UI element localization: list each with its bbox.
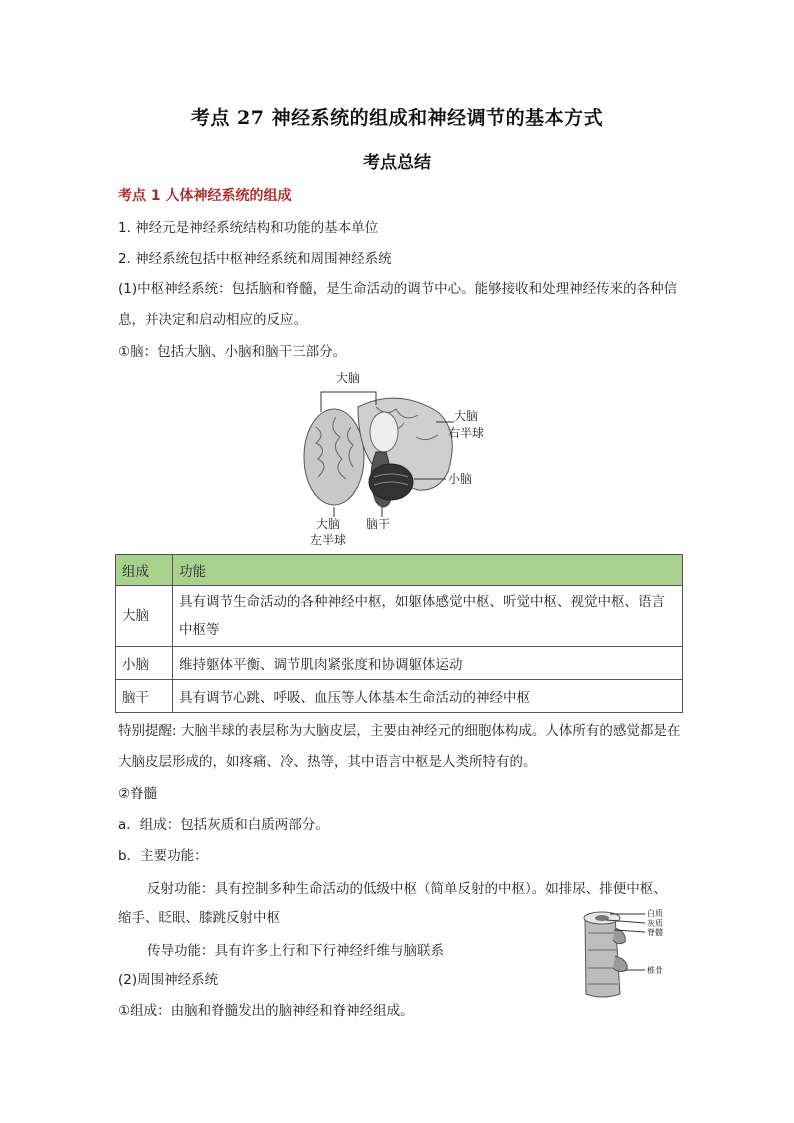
label-brainstem: 脑干 <box>366 517 391 531</box>
pns-heading: (2)周围神经系统 <box>118 972 219 988</box>
label-cerebellum: 小脑 <box>448 472 473 486</box>
brain-figure <box>296 367 496 547</box>
table-row <box>116 680 683 713</box>
point-2: 2. 神经系统包括中枢神经系统和周围神经系统 <box>118 251 392 267</box>
label-left-hemisphere-2: 左半球 <box>310 533 347 547</box>
reflex-function-line2: 缩手、眨眼、膝跳反射中枢 <box>118 910 280 926</box>
table-cell-function: 维持躯体平衡、调节肌肉紧张度和协调躯体运动 <box>173 647 683 680</box>
table-cell-part: 脑干 <box>116 680 173 713</box>
table-cell-function: 具有调节心跳、呼吸、血压等人体基本生命活动的神经中枢 <box>173 680 683 713</box>
page-title: 考点 27 神经系统的组成和神经调节的基本方式 <box>190 107 604 129</box>
special-note: 特别提醒: 大脑半球的表层称为大脑皮层，主要由神经元的细胞体构成。人体所有的感觉都是在大脑皮层形成的，如疼痛、冷、热等，其中语言中枢是人类所特有的。 <box>118 723 681 770</box>
cns-paragraph: (1)中枢神经系统：包括脑和脊髓，是生命活动的调节中心。能够接收和处理神经传来的各种信息，并决定和启动相应的反应。 <box>118 281 678 328</box>
spinal-cord-functions: b．主要功能： <box>118 848 208 864</box>
spinal-cord-heading: ②脊髓 <box>118 786 158 802</box>
label-white-matter: 白质 <box>647 909 663 918</box>
table-header-function: 功能 <box>173 555 683 586</box>
label-left-hemisphere-1: 大脑 <box>316 517 341 531</box>
table-header-part: 组成 <box>116 555 173 586</box>
table-cell-part: 小脑 <box>116 647 173 680</box>
brain-intro: ①脑：包括大脑、小脑和脑干三部分。 <box>118 344 347 360</box>
table-cell-part: 大脑 <box>116 586 173 647</box>
table-header-row <box>116 555 683 586</box>
label-spinal-cord: 脊髓 <box>647 928 663 937</box>
pns-composition: ①组成：由脑和脊髓发出的脑神经和脊神经组成。 <box>118 1003 414 1019</box>
section-heading: 考点 1 人体神经系统的组成 <box>118 188 292 204</box>
spinal-cord-composition: a．组成：包括灰质和白质两部分。 <box>118 817 329 833</box>
label-right-hemisphere-1: 大脑 <box>454 409 479 423</box>
table-cell-function: 具有调节生命活动的各种神经中枢，如躯体感觉中枢、听觉中枢、视觉中枢、语言中枢等 <box>173 586 683 647</box>
table-row <box>116 647 683 680</box>
label-gray-matter: 灰质 <box>647 919 663 928</box>
reflex-function-line1: 反射功能：具有控制多种生命活动的低级中枢（简单反射的中枢）。如排尿、排便中枢、 <box>147 881 667 897</box>
table-row <box>116 586 683 647</box>
page-subtitle: 考点总结 <box>363 153 431 173</box>
point-1: 1. 神经元是神经系统结构和功能的基本单位 <box>118 220 379 236</box>
label-right-hemisphere-2: 右半球 <box>448 426 485 440</box>
label-vertebra: 椎骨 <box>647 966 663 975</box>
brain-function-table <box>115 554 683 713</box>
conduction-function: 传导功能：具有许多上行和下行神经纤维与脑联系 <box>147 943 444 959</box>
label-cerebrum: 大脑 <box>336 371 361 385</box>
spine-figure <box>570 908 700 1003</box>
